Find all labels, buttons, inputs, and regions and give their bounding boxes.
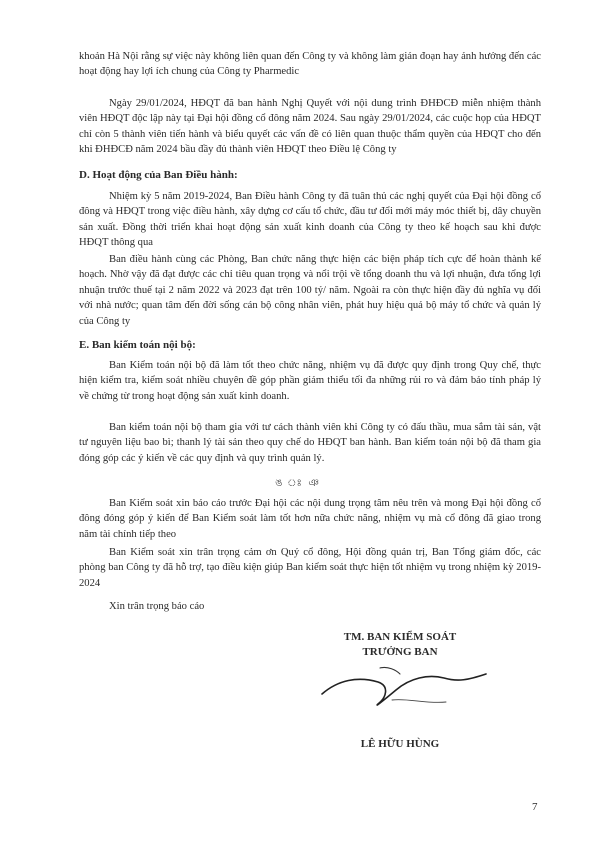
signature-title-line1: TM. BAN KIỂM SOÁT (343, 631, 457, 643)
signer-name: LÊ HỮU HÙNG (360, 738, 440, 750)
paragraph-internal-audit-1: Ban Kiểm toán nội bộ đã làm tốt theo chức năng, nhiệm vụ đã được quy định trong Quy chế, thực hiện kiểm tra, kiểm soát nhiều chuyên đề góp phần giảm thiểu tối đa những rủi ro và đảm bảo tính pháp lý về chứng từ trong hoạt động sản xuất kinh doanh. (79, 360, 541, 402)
page-number: 7 (532, 801, 538, 813)
paragraph-regards: Xin trân trọng báo cáo (109, 601, 205, 612)
paragraph-hdqt-resolution: Ngày 29/01/2024, HĐQT đã ban hành Nghị Quyết với nội dung trình ĐHĐCĐ miễn nhiệm thành viên HĐQT độc lập này tại Đại hội đồng cổ đông năm 2024. Sau ngày 29/01/2024, các cuộc họp của HĐQT chỉ còn 5 thành viên tiến hành và biểu quyết các vấn đề có liên quan thuộc thẩm quyền của HĐQT cho đến khi ĐHĐCĐ năm 2024 bầu đầy đủ thành viên HĐQT theo Điều lệ Công ty (79, 98, 541, 156)
signature-title (300, 630, 500, 660)
paragraph-closing-request: Ban Kiểm soát xin báo cáo trước Đại hội các nội dung trọng tâm nêu trên và mong Đại hội đồng cổ đông đóng góp ý kiến để Ban Kiểm soát làm tốt hơn nữa chức năng, nhiệm vụ mà cổ đông đã giao trong năm tài chính tiếp theo (79, 498, 541, 540)
signature-title-line2: TRƯỞNG BAN (362, 646, 438, 658)
paragraph-executive-results: Ban điều hành cùng các Phòng, Ban chức năng thực hiện các biện pháp tích cực để hoàn thành kế hoạch. Nhờ vậy đã đạt được các chỉ tiêu quan trọng và nổi trội về tổng doanh thu và lợi nhuận, đưa tổng lợi nhuận trước thuế tại 2 năm 2022 và 2023 đạt trên 100 tỷ/ năm. Ngoài ra còn thực hiện đầy đủ nghĩa vụ đối với nhà nước; quan tâm đến đời sống cán bộ công nhân viên, phát huy hiệu quả bộ máy tổ chức và quản lý của Công ty (79, 254, 541, 327)
section-heading-d: D. Hoạt động của Ban Điều hành: (79, 169, 238, 181)
paragraph-thanks: Ban Kiểm soát xin trân trọng cảm ơn Quý cổ đông, Hội đồng quản trị, Ban Tổng giám đốc, các phòng ban Công ty đã hỗ trợ, tạo điều kiện giúp Ban kiểm soát thực hiện tốt nhiệm vụ trong nhiệm kỳ 2019-2024 (79, 547, 541, 589)
section-divider-ornament: ঙ ঃ ঞ (275, 478, 321, 489)
paragraph-executive-term: Nhiệm kỳ 5 năm 2019-2024, Ban Điều hành Công ty đã tuân thủ các nghị quyết của Đại hội đồng cổ đông và HĐQT trong việc điều hành, xây dựng cơ cấu tổ chức, đầu tư đổi mới máy móc thiết bị, dây chuyền sản xuất. Đồng thời triển khai hoạt động sản xuất kinh doanh của Công ty theo kế hoạch sau khi được HĐQT thông qua (79, 191, 541, 249)
paragraph-internal-audit-2: Ban kiểm toán nội bộ tham gia với tư cách thành viên khi Công ty có đấu thầu, mua sắm tài sản, vật tư nguyên liệu bao bì; thanh lý tài sản theo quy chế do HĐQT ban hành. Ban kiểm toán nội bộ đã tham gia đóng góp các ý kiến về các quy định và quy trình quản lý. (79, 422, 541, 464)
section-heading-e: E. Ban kiểm toán nội bộ: (79, 339, 196, 351)
handwritten-signature (318, 660, 493, 716)
paragraph-intro: khoản Hà Nội rằng sự việc này không liên quan đến Công ty và không làm gián đoạn hay ảnh hưởng đến các hoạt động hay lợi ích chung của Công ty Pharmedic (79, 51, 541, 78)
